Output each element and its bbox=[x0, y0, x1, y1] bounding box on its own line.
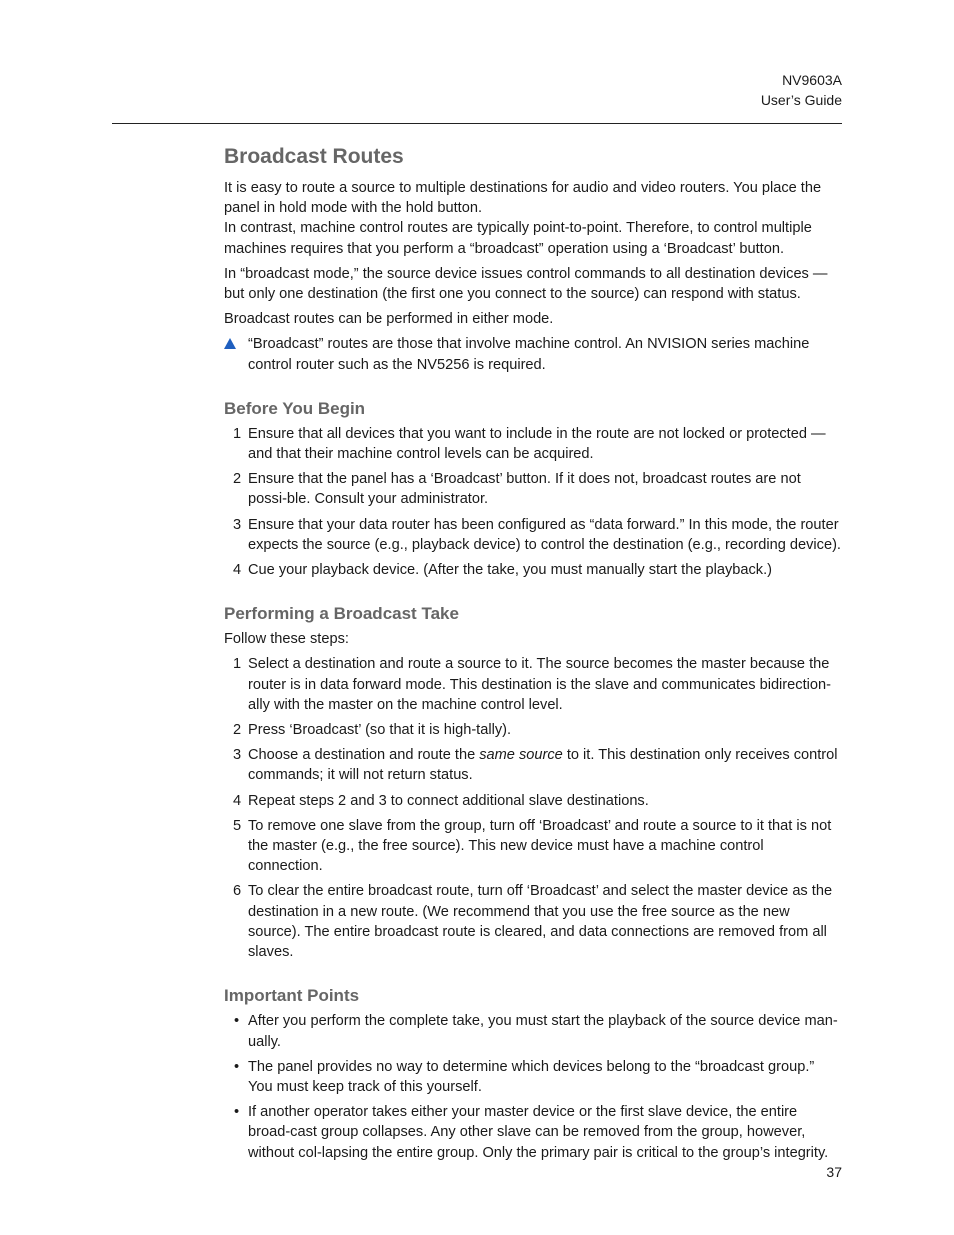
list-item: 4 Repeat steps 2 and 3 to connect additional slave destinations. bbox=[233, 792, 649, 809]
header-guide: User’s Guide bbox=[760, 92, 842, 108]
note-text: “Broadcast” routes are those that involve machine control. An NVISION series machine control router such as the NV5256 is required. bbox=[248, 336, 810, 373]
list-item: 4 Cue your playback device. (After the take, you must manually start the playback.) bbox=[233, 562, 772, 579]
header-rule bbox=[112, 123, 842, 124]
list-item: 6 To clear the entire broadcast route, turn off ‘Broadcast’ and select the master device as the destination in a new route. (We recommend that you use the free source as the new source). The entire broadcast route is cleared, and data connections are removed from all slaves. bbox=[233, 883, 833, 961]
list-item: 3 Choose a destination and route the same source to it. This destination only receives control commands; it will not return status. bbox=[233, 747, 838, 784]
running-header bbox=[761, 70, 842, 110]
list-item: • The panel provides no way to determine which devices belong to the “broadcast group.” You must keep track of this yourself. bbox=[234, 1058, 815, 1095]
list-item: • If another operator takes either your master device or the first slave device, the entire broad-cast group collapses. Any other slave can be removed from the group, however, without col-lapsing the entire group. Only the primary pair is critical to the group’s integrity. bbox=[234, 1104, 829, 1161]
performing-lead: Follow these steps: bbox=[224, 631, 349, 648]
important-points bbox=[224, 1011, 842, 1162]
list-item: 1 Select a destination and route a source to it. The source becomes the master because the router is in data forward mode. This destination is the slave and communicates bidirection-ally with the master on the machine control level. bbox=[233, 656, 831, 713]
section-heading-performing: Performing a Broadcast Take bbox=[224, 604, 459, 624]
bullet-icon: • bbox=[234, 1058, 240, 1075]
bullet-icon: • bbox=[234, 1013, 240, 1030]
page-title: Broadcast Routes bbox=[224, 145, 404, 168]
before-steps bbox=[224, 424, 842, 580]
list-item: • After you perform the complete take, you must start the playback of the source device man-ually. bbox=[234, 1013, 838, 1050]
list-item: 3 Ensure that your data router has been configured as “data forward.” In this mode, the router expects the source (e.g., playback device) to control the destination (e.g., recording device). bbox=[233, 516, 841, 553]
intro-paragraph-1: It is easy to route a source to multiple destinations for audio and video routers. You place the panel in hold mode with the hold button. bbox=[224, 180, 822, 217]
intro-paragraph-3: In “broadcast mode,” the source device issues control commands to all destination devices — but only one destination (the first one you connect to the source) can respond with status. bbox=[224, 265, 828, 303]
list-item: 5 To remove one slave from the group, turn off ‘Broadcast’ and route a source to it that is not the master (e.g., the free source). This new device must have a machine control connection. bbox=[233, 817, 832, 875]
page-content bbox=[224, 142, 842, 1168]
intro-paragraph-2: In contrast, machine control routes are typically point-to-point. Therefore, to control multiple machines requires that you perform a “broadcast” operation using a ‘Broadcast’ button. bbox=[224, 220, 812, 257]
warning-triangle-icon bbox=[224, 338, 236, 349]
section-heading-before: Before You Begin bbox=[224, 398, 366, 418]
performing-steps bbox=[224, 654, 842, 962]
note bbox=[224, 334, 842, 374]
section-heading-important: Important Points bbox=[224, 986, 360, 1006]
page-number: 37 bbox=[826, 1164, 842, 1180]
list-item: 2 Ensure that the panel has a ‘Broadcast’ button. If it does not, broadcast routes are not possi-ble. Consult your administrator. bbox=[233, 471, 801, 508]
list-item: 1 Ensure that all devices that you want to include in the route are not locked or protected — and that their machine control levels can be acquired. bbox=[233, 425, 826, 463]
list-item: 2 Press ‘Broadcast’ (so that it is high-tally). bbox=[233, 722, 512, 739]
bullet-icon: • bbox=[234, 1104, 240, 1121]
header-product: NV9603A bbox=[782, 72, 842, 88]
intro-paragraph-4: Broadcast routes can be performed in either mode. bbox=[224, 311, 554, 328]
